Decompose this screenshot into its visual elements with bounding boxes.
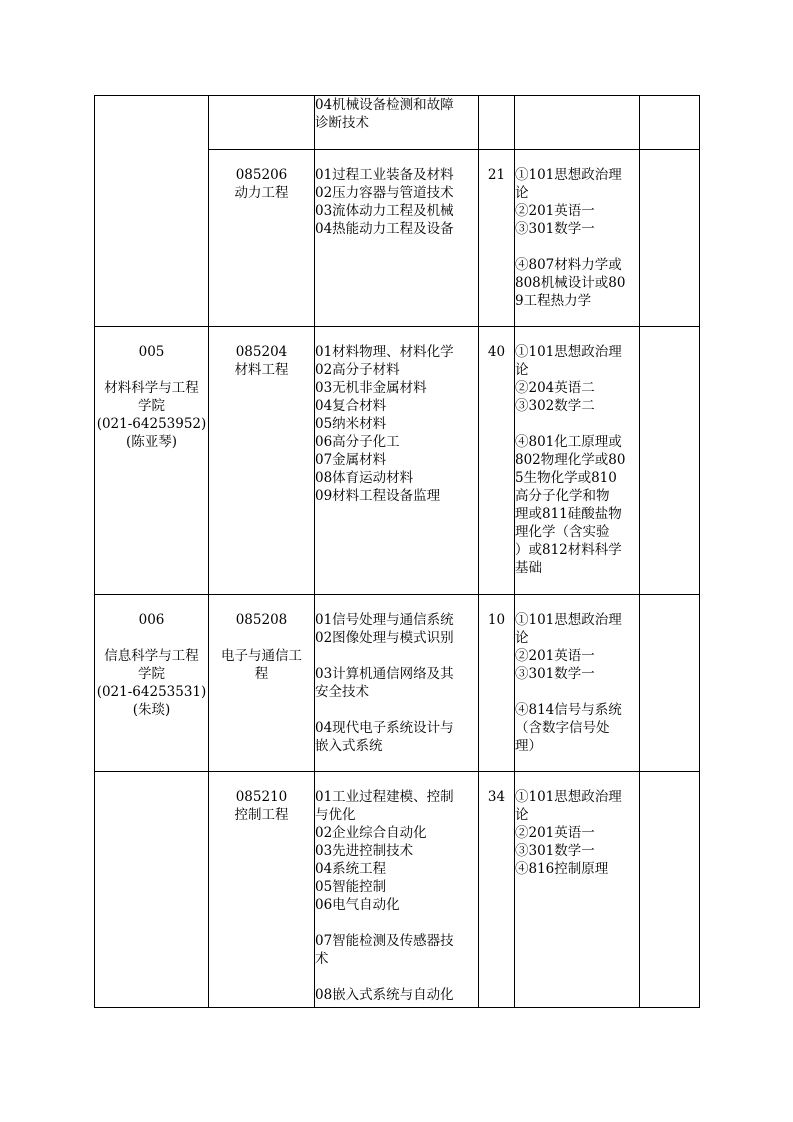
exam-line: ④814信号与系统	[515, 702, 622, 718]
exam-line: ①101思想政治理	[515, 612, 622, 628]
note-cell	[640, 772, 700, 1008]
direction-line: 07智能检测及传感器技	[315, 933, 454, 949]
major-name: 程	[254, 666, 269, 682]
major-cell	[209, 595, 315, 772]
table-row	[95, 327, 700, 595]
directions-cell	[315, 327, 479, 595]
table-row	[95, 772, 700, 1008]
direction-line: 安全技术	[315, 684, 369, 700]
exams-cell	[515, 327, 640, 595]
direction-line: 术	[315, 951, 329, 967]
direction-line: 04复合材料	[315, 398, 387, 414]
exams-cell	[515, 772, 640, 1008]
table-row	[95, 96, 700, 150]
college-name: 学院	[138, 666, 165, 682]
direction-line: 04机械设备检测和故障	[315, 97, 454, 113]
spacer	[515, 238, 639, 256]
major-code: 085208	[235, 612, 288, 628]
exam-line: ②201英语一	[515, 648, 595, 664]
spacer	[315, 968, 478, 986]
exam-line: ）或812材料科学	[515, 542, 622, 558]
exam-line: ①101思想政治理	[515, 344, 622, 360]
spacer	[315, 914, 478, 932]
direction-line: 嵌入式系统	[315, 738, 383, 754]
direction-line: 08嵌入式系统与自动化	[315, 987, 454, 1003]
direction-line: 01材料物理、材料化学	[315, 344, 454, 360]
spacer	[315, 647, 478, 665]
direction-line: 03计算机通信网络及其	[315, 666, 454, 682]
major-cell	[209, 327, 315, 595]
exams-cell	[515, 595, 640, 772]
direction-line: 09材料工程设备监理	[315, 488, 441, 504]
spacer	[95, 629, 208, 647]
exam-line: 论	[515, 807, 529, 823]
exam-line: （含数字信号处	[515, 720, 610, 736]
quota-cell: 21	[479, 150, 515, 327]
quota-cell: 10	[479, 595, 515, 772]
exam-line: ④801化工原理或	[515, 434, 622, 450]
exam-line: 论	[515, 185, 529, 201]
quota-cell	[479, 96, 515, 150]
spacer	[515, 415, 639, 433]
enrollment-table	[94, 95, 700, 1008]
table-row	[95, 595, 700, 772]
note-cell	[640, 96, 700, 150]
major-name: 材料工程	[234, 362, 289, 378]
spacer	[515, 683, 639, 701]
note-cell	[640, 327, 700, 595]
direction-line: 04现代电子系统设计与	[315, 720, 454, 736]
college-cell	[95, 327, 209, 595]
college-phone: (021-64253952)	[96, 416, 207, 432]
exam-line: ③302数学二	[515, 398, 595, 414]
exam-line: 808机械设计或80	[515, 275, 626, 291]
college-code: 006	[138, 612, 165, 628]
exam-line: 理）	[515, 738, 542, 754]
exam-line: 9工程热力学	[515, 293, 592, 309]
exam-line: 理化学（含实验	[515, 524, 610, 540]
exam-line: ①101思想政治理	[515, 789, 622, 805]
exam-line: 高分子化学和物	[515, 488, 610, 504]
direction-line: 07金属材料	[315, 452, 387, 468]
direction-line: 与优化	[315, 807, 356, 823]
college-cell-continued	[95, 96, 209, 327]
note-cell	[640, 595, 700, 772]
major-code: 085206	[235, 167, 288, 183]
direction-line: 02高分子材料	[315, 362, 400, 378]
exam-line: 基础	[515, 560, 542, 576]
direction-line: 01过程工业装备及材料	[315, 167, 454, 183]
exam-line: ①101思想政治理	[515, 167, 622, 183]
college-phone: (021-64253531)	[96, 684, 207, 700]
exam-line: ③301数学一	[515, 221, 595, 237]
major-cell	[209, 772, 315, 1008]
note-cell	[640, 150, 700, 327]
quota-cell: 40	[479, 327, 515, 595]
major-cell	[209, 96, 315, 150]
direction-line: 03无机非金属材料	[315, 380, 427, 396]
direction-line: 诊断技术	[315, 115, 369, 131]
college-contact: (朱琰)	[132, 702, 171, 718]
exam-line: 5生物化学或810	[515, 470, 617, 486]
major-name: 控制工程	[234, 807, 289, 823]
exam-line: ④807材料力学或	[515, 257, 622, 273]
exam-line: ③301数学一	[515, 843, 595, 859]
major-code: 085210	[235, 789, 288, 805]
direction-line: 04热能动力工程及设备	[315, 221, 454, 237]
direction-line: 02企业综合自动化	[315, 825, 427, 841]
direction-line: 02压力容器与管道技术	[315, 185, 454, 201]
college-cell	[95, 595, 209, 772]
college-code: 005	[138, 344, 165, 360]
direction-line: 01信号处理与通信系统	[315, 612, 454, 628]
spacer	[209, 629, 314, 647]
directions-cell	[315, 772, 479, 1008]
direction-line: 06电气自动化	[315, 897, 400, 913]
direction-line: 05纳米材料	[315, 416, 387, 432]
exams-cell	[515, 96, 640, 150]
exam-line: ④816控制原理	[515, 861, 609, 877]
quota-cell: 34	[479, 772, 515, 1008]
spacer	[95, 361, 208, 379]
direction-line: 01工业过程建模、控制	[315, 789, 454, 805]
direction-line: 06高分子化工	[315, 434, 400, 450]
direction-line: 04系统工程	[315, 861, 387, 877]
directions-cell	[315, 595, 479, 772]
directions-cell	[315, 150, 479, 327]
directions-cell	[315, 96, 479, 150]
exam-line: 802物理化学或80	[515, 452, 626, 468]
college-name: 信息科学与工程	[104, 648, 199, 664]
direction-line: 02图像处理与模式识别	[315, 630, 454, 646]
exam-line: ②201英语一	[515, 825, 595, 841]
college-contact: (陈亚琴)	[125, 434, 178, 450]
college-name: 学院	[138, 398, 165, 414]
exam-line: ②204英语二	[515, 380, 595, 396]
exam-line: 论	[515, 362, 529, 378]
major-name: 动力工程	[234, 185, 289, 201]
direction-line: 03流体动力工程及机械	[315, 203, 454, 219]
direction-line: 08体育运动材料	[315, 470, 414, 486]
exam-line: 理或811硅酸盐物	[515, 506, 622, 522]
college-cell	[95, 772, 209, 1008]
major-cell	[209, 150, 315, 327]
spacer	[315, 701, 478, 719]
exam-line: 论	[515, 630, 529, 646]
major-name: 电子与通信工	[221, 648, 302, 664]
exam-line: ②201英语一	[515, 203, 595, 219]
major-code: 085204	[235, 344, 288, 360]
exam-line: ③301数学一	[515, 666, 595, 682]
college-name: 材料科学与工程	[104, 380, 199, 396]
exams-cell	[515, 150, 640, 327]
direction-line: 05智能控制	[315, 879, 387, 895]
direction-line: 03先进控制技术	[315, 843, 414, 859]
